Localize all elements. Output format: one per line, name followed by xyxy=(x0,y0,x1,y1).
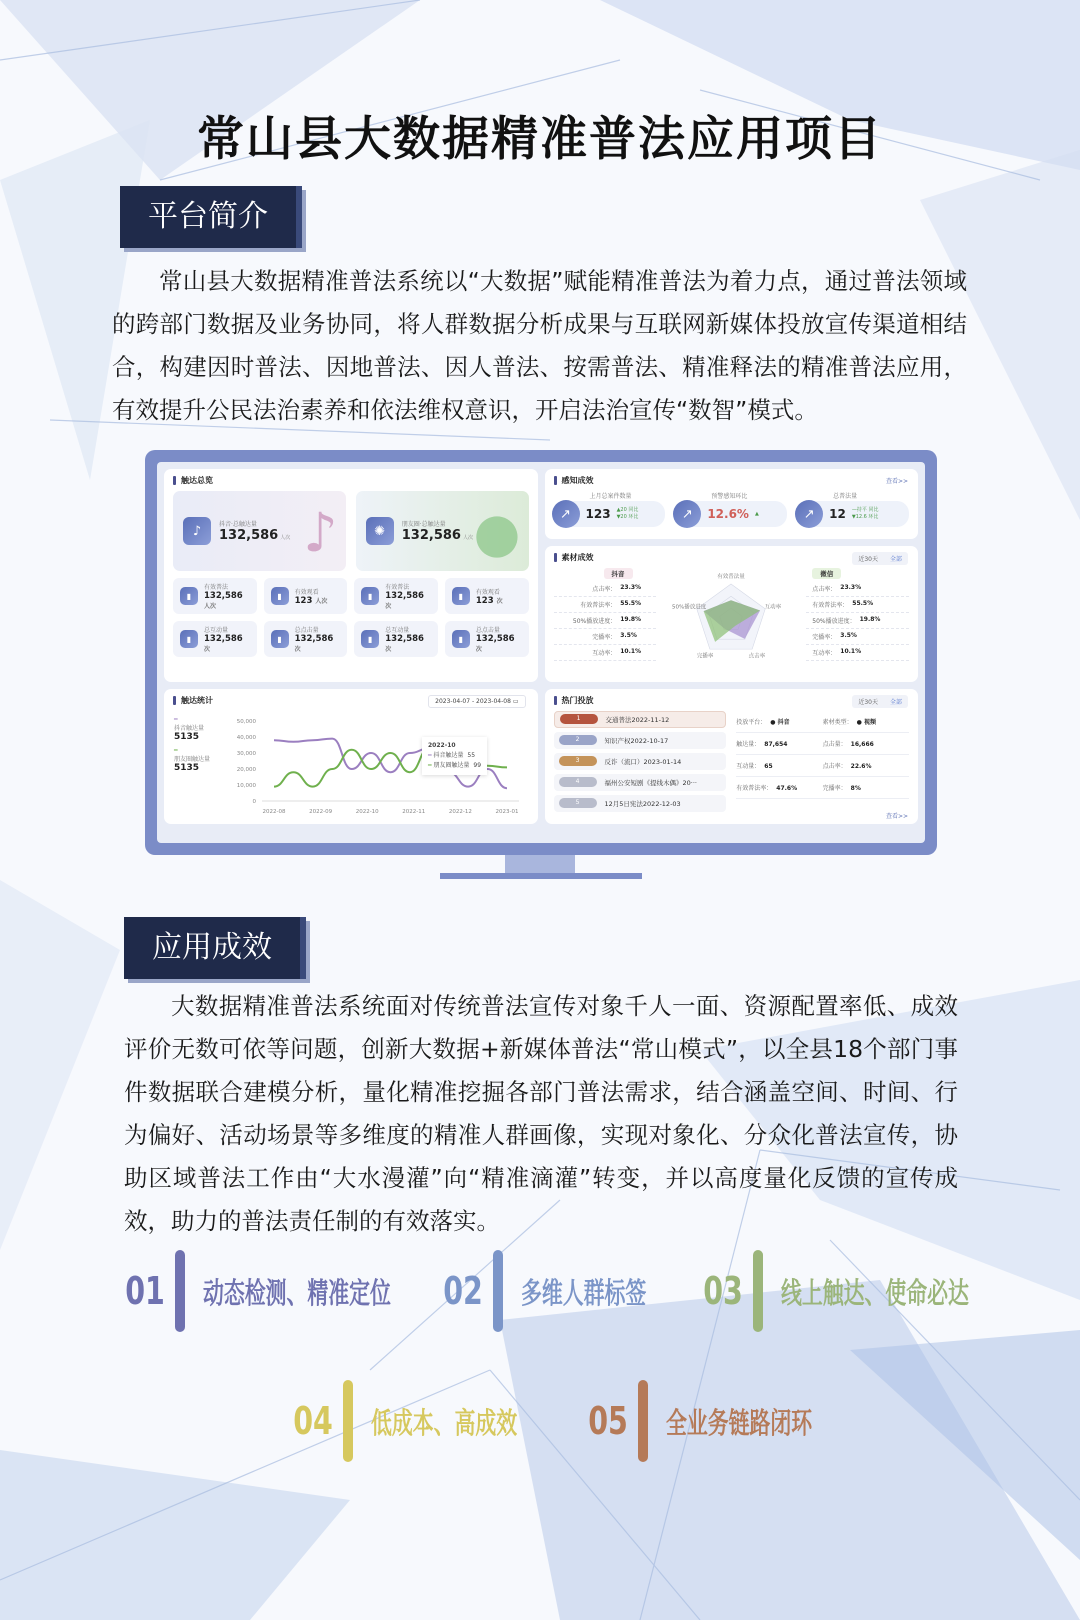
feature-item xyxy=(430,1250,695,1332)
kpi-card xyxy=(554,493,666,527)
metric-row xyxy=(554,613,657,629)
metric-label: 点击率： xyxy=(812,586,837,593)
view-more-link[interactable]: 查看>> xyxy=(885,812,908,820)
legend-value: 5135 xyxy=(174,731,200,742)
card-unit: 人次 xyxy=(462,535,473,541)
stat-value: 132,586 xyxy=(385,633,424,644)
detail-label: 有效普法率： xyxy=(736,784,773,792)
rank-badge: 1 xyxy=(560,714,598,724)
stat-card[interactable] xyxy=(445,621,529,657)
feature-number: 04 xyxy=(293,1399,333,1443)
stat-label: 有效普法 xyxy=(204,583,229,591)
feature-text: 多维人群标签 xyxy=(520,1275,647,1310)
feature-text: 低成本、高成效 xyxy=(370,1405,518,1440)
detail-value: 65 xyxy=(764,762,773,770)
metric-value: 10.1% xyxy=(840,648,862,655)
detail-value: 87,654 xyxy=(764,740,788,748)
kpi-sub: ▲ xyxy=(754,510,759,517)
kpi-label: 上月总案件数量 xyxy=(589,493,632,500)
feature-bar xyxy=(753,1250,763,1332)
metric-value: 19.8% xyxy=(859,616,881,623)
detail-label: 素材类型： xyxy=(822,718,853,726)
metric-row xyxy=(554,581,657,597)
stat-label: 有效观看 xyxy=(475,588,500,596)
metric-label: 完播率： xyxy=(592,634,617,641)
detail-row xyxy=(736,733,909,755)
bar-chart-icon: ▮ xyxy=(271,630,289,648)
feature-bar xyxy=(638,1380,648,1462)
stat-value: 132,586 xyxy=(294,633,334,644)
feature-item xyxy=(280,1380,574,1462)
y-tick-label: 40,000 xyxy=(236,734,256,741)
x-tick-label: 2022-09 xyxy=(309,808,333,815)
seg-all[interactable]: 全部 xyxy=(889,556,902,563)
material-panel xyxy=(545,546,919,682)
wechat-logo-icon: ● xyxy=(473,501,521,564)
detail-label: 点击率： xyxy=(822,762,847,770)
legend-douyin: ━ 抖音触达量 5135 xyxy=(174,715,210,742)
x-tick-label: 2022-12 xyxy=(448,808,472,815)
platform-douyin: 抖音 xyxy=(604,568,633,579)
reach-overview-panel xyxy=(164,469,538,682)
bar-chart-icon: ▮ xyxy=(452,587,470,605)
kpi-value: 12 xyxy=(829,507,846,521)
stat-card[interactable] xyxy=(445,578,529,614)
moments-reach-card[interactable] xyxy=(356,491,529,571)
page-title: 常山县大数据精准普法应用项目 xyxy=(197,112,883,167)
stat-value: 132,586 xyxy=(204,633,243,644)
tooltip-value: 55 xyxy=(467,751,476,759)
detail-label: 完播率： xyxy=(822,784,847,792)
hot-item[interactable] xyxy=(554,732,727,749)
legend-moments: ━ 朋友圈触达量 5135 xyxy=(174,746,211,773)
hot-item-name: 反诈（流口）2023-01-14 xyxy=(604,757,682,766)
detail-value: 47.6% xyxy=(776,784,798,792)
date-to: 2023-04-08 xyxy=(476,697,511,705)
feature-item xyxy=(690,1250,1042,1332)
rank-badge: 5 xyxy=(559,798,597,808)
detail-cell xyxy=(823,761,909,770)
feature-bar xyxy=(343,1380,353,1462)
stat-label: 总互动量 xyxy=(204,626,229,634)
metric-value: 3.5% xyxy=(840,632,857,639)
feature-number: 02 xyxy=(443,1269,483,1313)
hot-placement-panel xyxy=(545,689,919,824)
reach-stats-panel xyxy=(164,689,538,824)
radar-axis-label: 互动率 xyxy=(764,604,782,611)
tooltip-label: 抖音触达量 xyxy=(433,751,464,759)
hot-item-name: 知识产权2022-10-17 xyxy=(604,736,669,745)
stat-unit: 次 xyxy=(294,645,301,653)
hot-item[interactable] xyxy=(554,795,727,812)
trend-icon: ↗ xyxy=(552,500,580,528)
douyin-logo-icon: ♪ xyxy=(303,501,338,564)
stat-unit: 次 xyxy=(204,645,211,653)
feature-item xyxy=(112,1250,464,1332)
metric-label: 50%播放进度： xyxy=(572,618,617,625)
trend-icon: ↗ xyxy=(795,500,823,528)
detail-value: ● 视频 xyxy=(856,718,876,726)
metric-value: 23.3% xyxy=(840,584,862,591)
view-more-link[interactable]: 查看>> xyxy=(885,478,908,485)
detail-cell xyxy=(823,783,909,792)
metric-value: 19.8% xyxy=(620,616,642,623)
stat-unit: 次 xyxy=(385,602,392,610)
monitor-stand-base xyxy=(440,873,642,879)
detail-cell xyxy=(823,717,909,726)
metric-row xyxy=(554,629,657,645)
hot-item-name: 福州公安短剧《提线木偶》20··· xyxy=(604,778,697,787)
stat-card[interactable] xyxy=(173,578,257,614)
kpi-card xyxy=(675,493,787,527)
kpi-label: 预警感知环比 xyxy=(711,493,748,500)
metric-value: 3.5% xyxy=(620,632,637,639)
metric-label: 有效普法率： xyxy=(580,602,617,609)
rank-badge: 4 xyxy=(559,777,597,787)
radar-axis-label: 50%播放进度 xyxy=(672,604,707,611)
metric-value: 10.1% xyxy=(620,648,642,655)
metric-label: 50%播放进度： xyxy=(812,618,856,625)
section-tag-intro: 平台简介 xyxy=(120,186,302,248)
feature-number: 03 xyxy=(703,1269,743,1313)
detail-value: 16,666 xyxy=(850,740,874,748)
bar-chart-icon: ▮ xyxy=(180,587,198,605)
kpi-sub: —持平 同比 xyxy=(851,507,879,513)
stat-value: 132,586 xyxy=(204,590,243,601)
kpi-value: 123 xyxy=(585,507,611,521)
radar-axis-label: 有效普法量 xyxy=(717,574,746,580)
panel-title: 触达统计 xyxy=(173,695,529,706)
card-value: 132,586 xyxy=(219,528,279,543)
metric-value: 55.5% xyxy=(852,600,874,607)
section-tag-results: 应用成效 xyxy=(124,917,306,979)
x-tick-label: 2022-08 xyxy=(262,808,286,815)
stat-unit: 人次 xyxy=(315,597,328,605)
detail-cell xyxy=(736,783,822,792)
metric-label: 互动率： xyxy=(592,650,617,657)
results-paragraph: 大数据精准普法系统面对传统普法宣传对象千人一面、资源配置率低、成效评价无数可依等问题，创新大数据+新媒体普法“常山模式”，以全县18个部门事件数据联合建模分析，量化精准挖掘各部门普法需求，结合涵盖空间、时间、行为偏好、活动场景等多维度的精准人群画像，实现对象化、分众化普法宣传，协助区域普法工作由“大水漫灌”向“精准滴灌”转变，并以高度量化反馈的宣传成效，助力的普法责任制的有效落实。 xyxy=(124,992,958,1235)
seg-30days[interactable]: 近30天 xyxy=(858,556,878,563)
card-value: 132,586 xyxy=(401,528,461,543)
kpi-card xyxy=(797,493,909,527)
stat-label: 总点击量 xyxy=(294,626,319,634)
metric-label: 完播率： xyxy=(812,634,837,641)
stat-value: 132,586 xyxy=(385,590,424,601)
detail-value: 22.6% xyxy=(850,762,872,770)
bar-chart-icon: ▮ xyxy=(361,587,379,605)
feature-number: 05 xyxy=(588,1399,628,1443)
intro-paragraph: 常山县大数据精准普法系统以“大数据”赋能精准普法为着力点，通过普法领域的跨部门数据及业务协同，将人群数据分析成果与互联网新媒体投放宣传渠道相结合，构建因时普法、因地普法、因人普法、按需普法、精准释法的精准普法应用，有效提升公民法治素养和依法维权意识，开启法治宣传“数智”模式。 xyxy=(112,267,967,424)
detail-label: 互动量： xyxy=(736,762,761,770)
hot-item[interactable] xyxy=(554,711,727,728)
metric-row xyxy=(554,597,657,613)
stat-unit: 次 xyxy=(496,597,503,605)
seg-all[interactable]: 全部 xyxy=(889,698,902,706)
feature-text: 全业务链路闭环 xyxy=(665,1405,813,1440)
stat-value: 123 xyxy=(475,595,494,606)
x-tick-label: 2022-11 xyxy=(402,808,426,815)
bar-chart-icon: ▮ xyxy=(361,630,379,648)
tooltip-value: 99 xyxy=(473,761,482,769)
detail-label: 点击量： xyxy=(822,740,847,748)
metric-row xyxy=(806,645,909,661)
kpi-sub: ▲20 同比 xyxy=(616,507,639,513)
date-from: 2023-04-07 xyxy=(435,697,471,705)
x-tick-label: 2023-01 xyxy=(495,808,519,815)
stat-card[interactable] xyxy=(354,621,438,657)
stat-value: 132,586 xyxy=(475,633,515,644)
stat-card[interactable] xyxy=(354,578,438,614)
tooltip-title: 2022-10 xyxy=(428,741,456,749)
card-label: 朋友圈·总触达量 xyxy=(401,521,446,528)
kpi-label: 总普法量 xyxy=(833,493,858,500)
date-range-picker[interactable] xyxy=(428,695,525,708)
x-tick-label: 2022-10 xyxy=(355,808,379,815)
panel-title: 素材成效 xyxy=(554,552,910,563)
seg-30days[interactable]: 近30天 xyxy=(858,698,878,706)
feature-item xyxy=(575,1380,869,1462)
stat-unit: 次 xyxy=(475,645,482,653)
bar-chart-icon: ▮ xyxy=(452,630,470,648)
detail-cell xyxy=(823,739,909,748)
feature-text: 线上触达、使命必达 xyxy=(780,1275,969,1310)
dashboard-monitor xyxy=(145,450,937,855)
kpi-value: 12.6% xyxy=(707,507,749,521)
tooltip-label: 朋友圈触达量 xyxy=(433,761,470,769)
stat-card[interactable] xyxy=(264,578,348,614)
hot-item[interactable] xyxy=(554,774,727,791)
hot-item-name: 交通普法2022-11-12 xyxy=(605,715,670,724)
detail-row xyxy=(736,755,909,777)
detail-row xyxy=(736,777,909,799)
stat-label: 总点击量 xyxy=(475,626,500,634)
douyin-icon: ♪ xyxy=(183,517,211,545)
chart-tooltip: 2022-10 ━ 抖音触达量 55 ━ 朋友圈触达量 99 xyxy=(422,737,487,775)
detail-row xyxy=(736,711,909,733)
metric-label: 有效普法率： xyxy=(812,602,849,609)
detail-value: ● 抖音 xyxy=(770,718,790,726)
metric-value: 55.5% xyxy=(620,600,642,607)
stat-label: 有效普法 xyxy=(385,583,410,591)
stat-unit: 人次 xyxy=(204,602,217,610)
legend-value: 5135 xyxy=(174,762,200,773)
perception-panel xyxy=(545,469,919,539)
radar-axis-label: 完播率 xyxy=(697,653,714,660)
rank-badge: 3 xyxy=(559,756,597,766)
panel-title: 热门投放 xyxy=(554,695,910,706)
hot-item[interactable] xyxy=(554,753,727,770)
card-unit: 人次 xyxy=(280,535,291,541)
feature-bar xyxy=(493,1250,503,1332)
platform-wechat: 微信 xyxy=(812,568,841,579)
metric-row xyxy=(806,629,909,645)
card-label: 抖音·总触达量 xyxy=(219,521,257,528)
y-tick-label: 50,000 xyxy=(236,718,256,725)
bar-chart-icon: ▮ xyxy=(180,630,198,648)
legend-label: 抖音触达量 xyxy=(174,724,205,732)
kpi-sub: ▼20 环比 xyxy=(616,514,639,520)
calendar-icon: ▭ xyxy=(512,697,519,705)
metric-row xyxy=(806,597,909,613)
stat-value: 123 xyxy=(294,595,313,606)
radar-axis-label: 点击率 xyxy=(748,653,766,660)
detail-label: 投放平台： xyxy=(736,718,767,726)
metric-row xyxy=(806,581,909,597)
panel-title: 触达总览 xyxy=(173,475,529,486)
metric-label: 点击率： xyxy=(592,586,617,593)
metric-row xyxy=(806,613,909,629)
radar-chart xyxy=(656,568,806,663)
y-tick-label: 0 xyxy=(252,798,256,805)
detail-cell xyxy=(736,739,822,748)
feature-number: 01 xyxy=(125,1269,165,1313)
rank-badge: 2 xyxy=(559,735,597,745)
panel-title: 感知成效 xyxy=(554,475,910,486)
hot-item-name: 12月5日宪法2022-12-03 xyxy=(604,799,681,808)
y-tick-label: 30,000 xyxy=(236,750,256,757)
trend-icon: ↗ xyxy=(673,500,701,528)
detail-label: 触达量： xyxy=(736,740,761,748)
kpi-sub: ▼12.6 环比 xyxy=(851,514,879,520)
date-sep: - xyxy=(471,697,475,705)
feature-bar xyxy=(175,1250,185,1332)
stat-unit: 次 xyxy=(385,645,392,653)
bar-chart-icon: ▮ xyxy=(271,587,289,605)
detail-cell xyxy=(736,761,822,770)
dashboard-screen xyxy=(157,462,925,843)
metric-row xyxy=(554,645,657,661)
stat-card[interactable] xyxy=(173,621,257,657)
stat-label: 总互动量 xyxy=(385,626,410,634)
y-tick-label: 20,000 xyxy=(236,766,256,773)
detail-cell xyxy=(736,717,822,726)
metric-value: 23.3% xyxy=(620,584,642,591)
moments-icon: ✺ xyxy=(366,517,394,545)
detail-value: 8% xyxy=(850,784,861,792)
douyin-reach-card[interactable] xyxy=(173,491,346,571)
stat-label: 有效观看 xyxy=(294,588,319,596)
metric-label: 互动率： xyxy=(812,650,837,657)
stat-card[interactable] xyxy=(264,621,348,657)
feature-text: 动态检测、精准定位 xyxy=(202,1275,391,1310)
y-tick-label: 10,000 xyxy=(236,782,256,789)
legend-label: 朋友圈触达量 xyxy=(174,755,211,763)
